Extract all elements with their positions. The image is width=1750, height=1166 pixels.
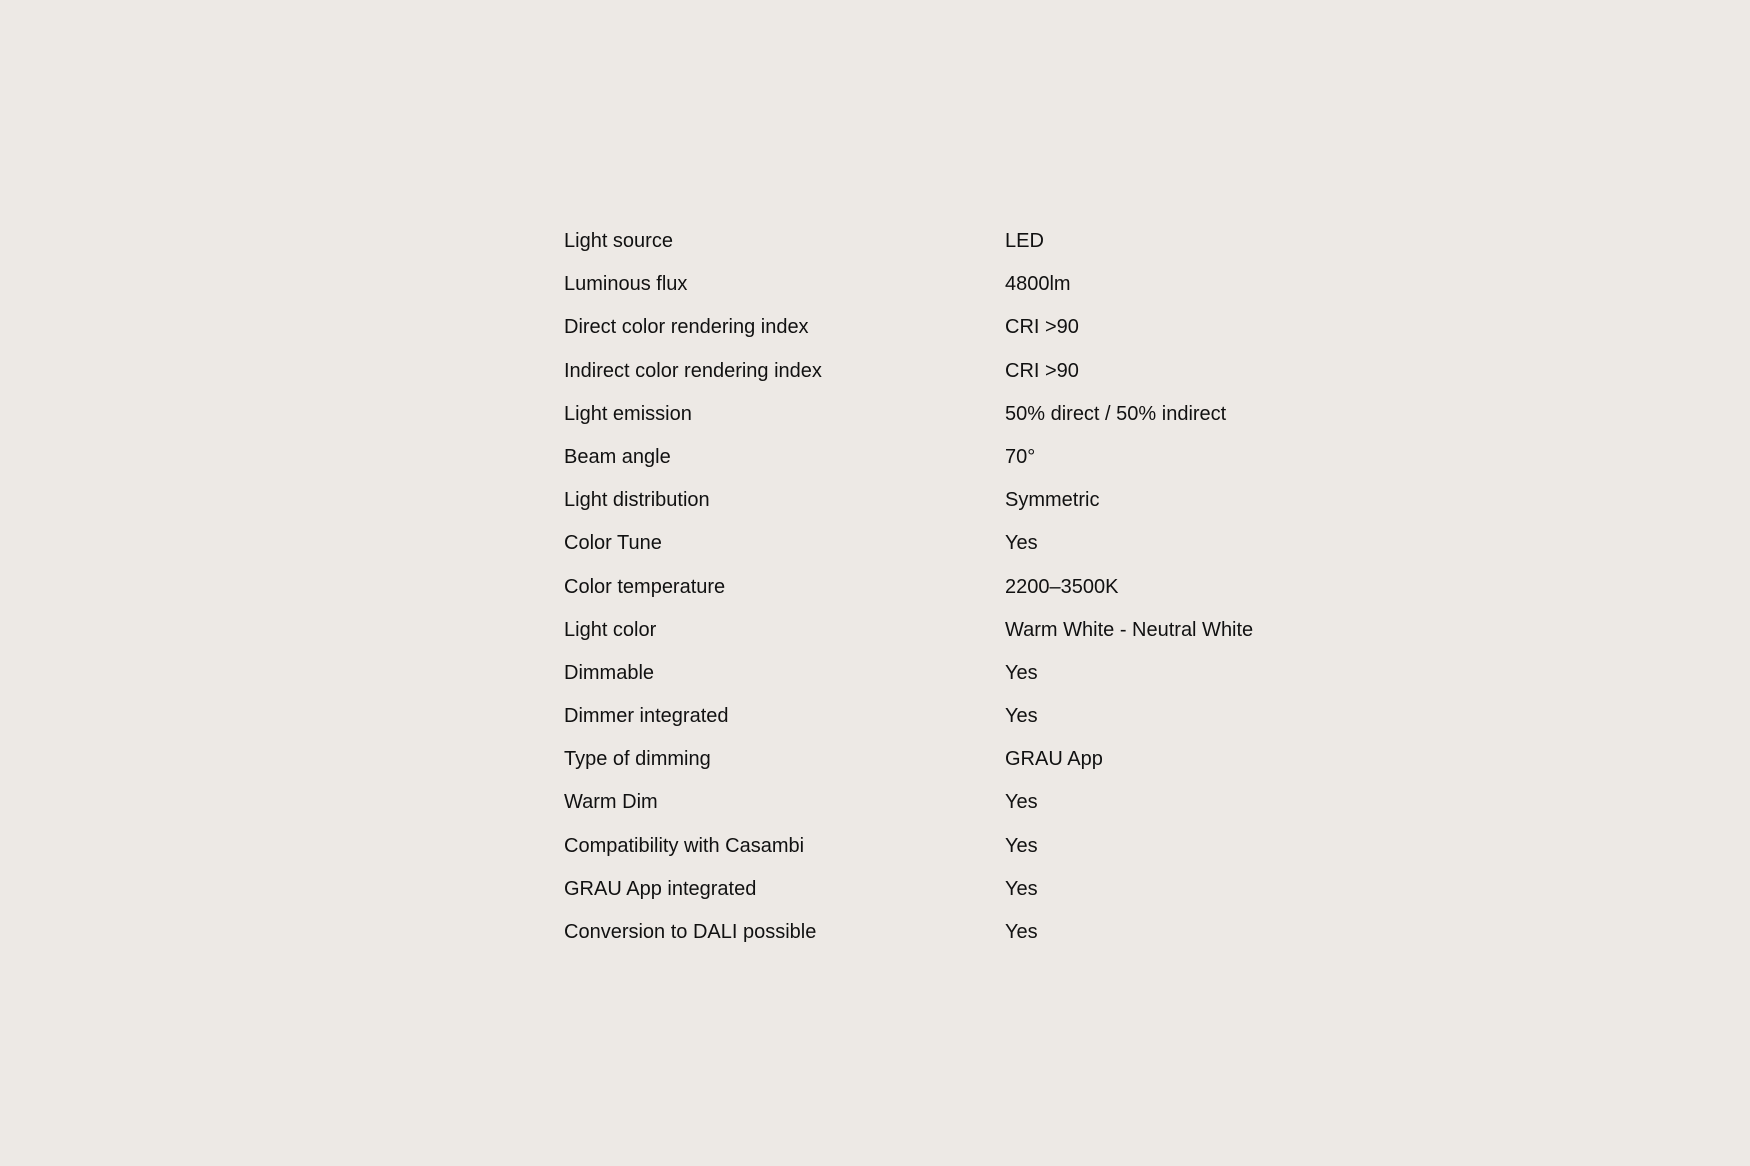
- spec-label: Color temperature: [564, 575, 726, 598]
- spec-row-light-color: [564, 607, 1284, 650]
- spec-value: Yes: [1005, 532, 1038, 555]
- spec-label: Color Tune: [564, 532, 662, 555]
- spec-label: Luminous flux: [564, 273, 688, 296]
- spec-label: Type of dimming: [564, 748, 711, 771]
- spec-value: Symmetric: [1005, 489, 1100, 512]
- spec-row-direct-cri: [564, 304, 1284, 347]
- spec-value: 50% direct / 50% indirect: [1005, 402, 1227, 425]
- spec-label: Light color: [564, 618, 657, 641]
- spec-row-type-of-dimming: [564, 736, 1284, 779]
- spec-label: Indirect color rendering index: [564, 359, 822, 382]
- spec-label: Direct color rendering index: [564, 316, 809, 339]
- spec-row-light-emission: [564, 391, 1284, 434]
- spec-row-dali: [564, 909, 1284, 952]
- spec-table: [564, 218, 1284, 952]
- spec-label: GRAU App integrated: [564, 877, 757, 900]
- spec-row-luminous-flux: [564, 261, 1284, 304]
- spec-value: GRAU App: [1005, 748, 1103, 771]
- spec-value: Yes: [1005, 921, 1038, 943]
- spec-row-light-source: [564, 218, 1284, 261]
- spec-row-color-temperature: [564, 564, 1284, 607]
- spec-label: Compatibility with Casambi: [564, 834, 805, 857]
- spec-label: Dimmable: [564, 661, 655, 684]
- spec-row-warm-dim: [564, 779, 1284, 822]
- spec-label: Light source: [564, 230, 673, 252]
- spec-value: Yes: [1005, 791, 1038, 814]
- spec-row-dimmable: [564, 650, 1284, 693]
- spec-label: Beam angle: [564, 445, 671, 468]
- spec-label: Dimmer integrated: [564, 705, 729, 728]
- spec-value: Yes: [1005, 661, 1038, 684]
- spec-label: Warm Dim: [564, 791, 658, 814]
- spec-row-grau-app: [564, 866, 1284, 909]
- spec-value: 2200–3500K: [1005, 575, 1119, 598]
- spec-value: 70°: [1005, 445, 1036, 468]
- spec-value: Yes: [1005, 834, 1038, 857]
- spec-value: CRI >90: [1005, 316, 1079, 339]
- spec-row-light-distribution: [564, 477, 1284, 520]
- spec-value: Yes: [1005, 705, 1038, 728]
- spec-row-casambi: [564, 823, 1284, 866]
- spec-row-indirect-cri: [564, 348, 1284, 391]
- spec-label: Conversion to DALI possible: [564, 921, 817, 943]
- spec-value: CRI >90: [1005, 359, 1079, 382]
- spec-value: 4800lm: [1005, 273, 1071, 296]
- spec-value: Yes: [1005, 877, 1038, 900]
- spec-value: LED: [1005, 230, 1044, 252]
- spec-row-beam-angle: [564, 434, 1284, 477]
- spec-row-dimmer-integrated: [564, 693, 1284, 736]
- spec-row-color-tune: [564, 520, 1284, 563]
- spec-label: Light emission: [564, 402, 692, 425]
- spec-label: Light distribution: [564, 489, 710, 512]
- spec-value: Warm White - Neutral White: [1005, 618, 1254, 641]
